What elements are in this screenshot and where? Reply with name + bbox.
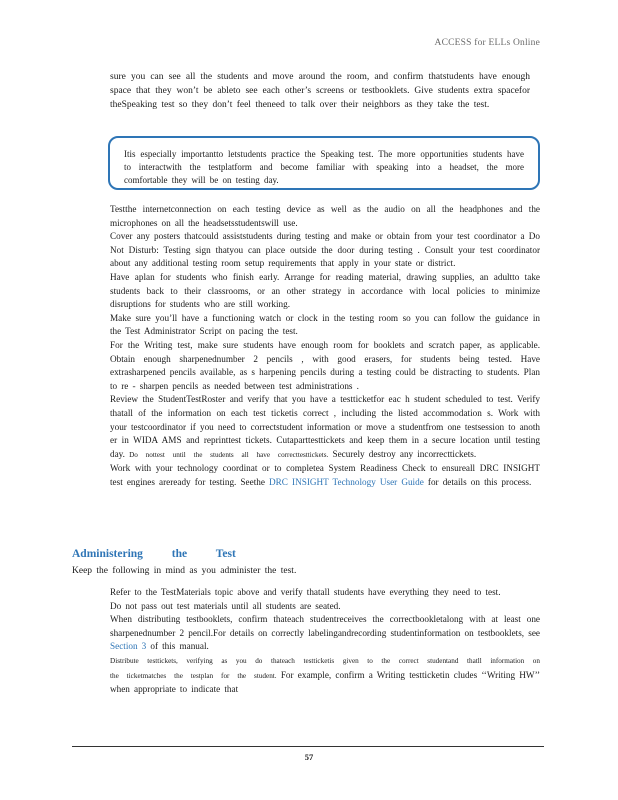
list-item	[72, 586, 540, 600]
section-intro: Keep the following in mind as you administer the test.	[72, 566, 297, 576]
page-number: 57	[304, 752, 314, 762]
section-heading: Administering the Test	[72, 548, 236, 560]
list-item-small-text: Do nottest until the students all have correcttesttickets.	[129, 450, 329, 459]
list-item	[72, 339, 540, 393]
list-item	[72, 654, 540, 697]
list-item-text: Refer to the TestMaterials topic above and verify thatall students have everything they need to test.	[110, 587, 501, 597]
list-item-text: Do not pass out test materials until all students are seated.	[110, 600, 341, 611]
list-item	[72, 271, 540, 312]
list-item-text: Testthe internetconnection on each testing device as well as the audio on all the headphones and the microphones on all the headsetsstudentswill use.	[110, 204, 540, 228]
footer-divider	[72, 746, 544, 747]
list-item-tail-text: of this manual.	[150, 641, 209, 652]
list-item-text: When distributing testbooklets, confirm thateach studentreceives the correctbookletalong with at least one sharpenednumber 2 pencil.For details on correctly labelingandrecording studentinformation on testbooklets, see	[110, 614, 540, 638]
list-item	[72, 203, 540, 230]
tip-callout-box	[108, 136, 540, 190]
list-item-text: For the Writing test, make sure students have enough room for booklets and scratch paper, as applicable. Obtain enough sharpenednumber 2 pencils , with good erasers, for students being tested. Have extrasharpened pencils available, as s harpening pencils during a testing could be distracting to students. Plan to re - sharpen pencils as needed between test administrations .	[110, 339, 540, 391]
intro-paragraph: sure you can see all the students and move around the room, and confirm thatstudents have enough space that they won’t be ableto see each other’s screens or testbooklets. Give students extra spacefor theSpeaking test so they don’t feel theneed to talk over their neighbors as they take the test.	[110, 72, 530, 111]
administration-list	[72, 586, 540, 697]
list-item-text: Make sure you’ll have a functioning watch or clock in the testing room so you can follow the guidance in the Test Administrator Script on pacing the test.	[110, 312, 540, 337]
list-item-text: Cover any posters thatcould assiststudents during testing and make or obtain from your test coordinator a Do Not Disturb: Testing sign thatyou can place outside the door during testing . Consult your test coordinator about any additional testing room setup requirements that apply in your state or district.	[110, 231, 540, 269]
list-item	[72, 600, 540, 614]
list-item	[72, 613, 540, 654]
list-item-text: For example, confirm a Writing testticketin cludes ‘‘Writing HW’’ when appropriate to indicate that	[110, 669, 541, 695]
tip-callout-text: Itis especially importantto letstudents practice the Speaking test. The more opportunities students have to interactwith the testplatform and become familiar with speaking into a headset, the more comfortable they will be on testing day.	[124, 149, 524, 185]
list-item-tail-text: for details on this process.	[427, 476, 532, 487]
list-item	[72, 393, 540, 462]
list-item-small-text: Distribute testtickets, verifying as you do thateach testticketis given to the correct studentand thatll information on the ticketmatches the testplan for the student.	[110, 656, 540, 680]
list-item-text: Have aplan for students who finish early. Arrange for reading material, drawing supplies, an adultto take students back to their classrooms, or an other strategy in accordance with local policies to minimize disruptions for students who are still working.	[110, 271, 540, 310]
technology-user-guide-link[interactable]: DRC INSIGHT Technology User Guide	[269, 476, 424, 487]
list-item	[72, 230, 540, 271]
section-3-link[interactable]: Section 3	[110, 641, 147, 652]
list-item	[72, 312, 540, 339]
list-item-text: Work with your technology coordinat or to completea System Readiness Check to ensureall DRC INSIGHT test engines areready for testing. Seethe	[110, 463, 540, 487]
list-item	[72, 462, 540, 489]
running-header: ACCESS for ELLs Online	[434, 38, 540, 48]
preparation-checklist	[72, 203, 540, 489]
list-item-text: Review the StudentTestRoster and verify that you have a testticketfor eac h student scheduled to test. Verify thatall of the information on each test ticketis correct , including the listed accommodation s. Work with your testcoordinator if you need to correctstudent information or move a studentfrom one testsession to anoth er in WIDA AMS and reprinttest tickets. Cutaparttesttickets and keep them in a secure location until testing day.	[110, 394, 540, 459]
list-item-tail-text: Securely destroy any incorrecttickets.	[332, 448, 477, 459]
